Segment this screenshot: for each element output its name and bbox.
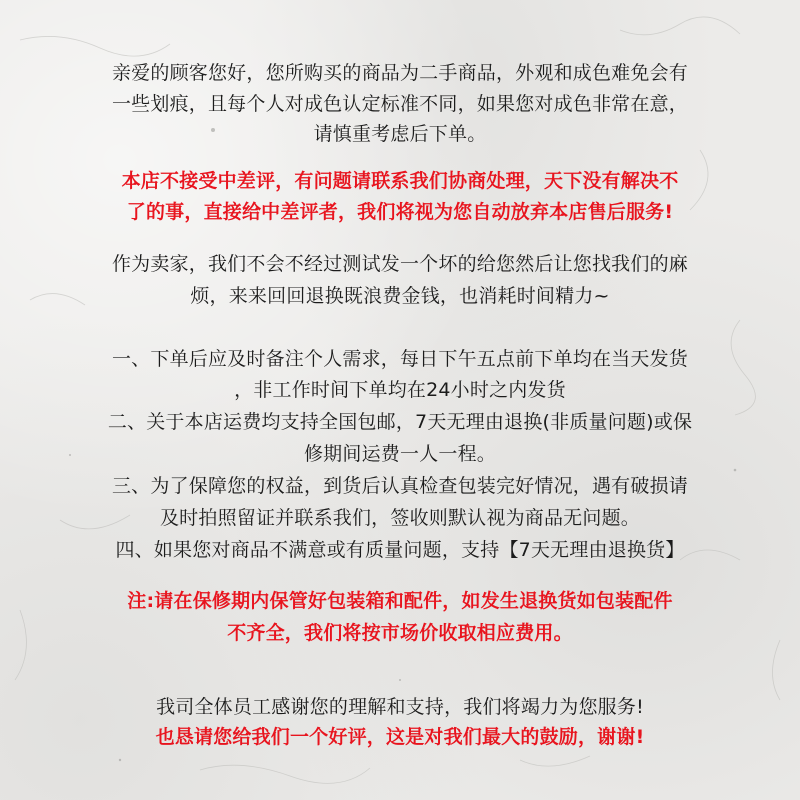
term-line-5: 三、为了保障您的权益，到货后认真检查包装完好情况，遇有破损请 xyxy=(111,475,688,497)
note-line-2: 不齐全，我们将按市场价收取相应费用。 xyxy=(227,622,573,644)
warning-line-2: 了的事，直接给中差评者，我们将视为您自动放弃本店售后服务! xyxy=(126,201,674,223)
term-line-4: 修期间运费一人一程。 xyxy=(303,443,496,465)
seller-note-line-1: 作为卖家，我们不会不经过测试发一个坏的给您然后让您找我们的麻 xyxy=(111,253,688,275)
term-line-2: ，非工作时间下单均在24小时之内发货 xyxy=(234,379,566,401)
term-line-6: 及时拍照留证并联系我们，签收则默认视为商品无问题。 xyxy=(159,507,640,529)
intro-line-3: 请慎重考虑后下单。 xyxy=(313,123,487,145)
term-line-1: 一、下单后应及时备注个人需求，每日下午五点前下单均在当天发货 xyxy=(111,348,688,370)
note-line-1: 注:请在保修期内保管好包装箱和配件，如发生退换货如包装配件 xyxy=(127,590,673,612)
term-line-3: 二、关于本店运费均支持全国包邮，7天无理由退换(非质量问题)或保 xyxy=(107,411,693,433)
intro-line-2: 一些划痕，且每个人对成色认定标准不同，如果您对成色非常在意， xyxy=(111,93,688,115)
intro-line-1: 亲爱的顾客您好，您所购买的商品为二手商品，外观和成色难免会有 xyxy=(111,62,688,84)
seller-note-line-2: 烦，来来回回退换既浪费金钱，也消耗时间精力~ xyxy=(190,285,610,307)
warning-line-1: 本店不接受中差评，有问题请联系我们协商处理，天下没有解决不 xyxy=(121,170,679,192)
term-line-7: 四、如果您对商品不满意或有质量问题，支持【7天无理由退换货】 xyxy=(115,539,685,561)
closing-line-2: 也恳请您给我们一个好评，这是对我们最大的鼓励，谢谢! xyxy=(155,726,645,748)
closing-line-1: 我司全体员工感谢您的理解和支持，我们将竭力为您服务! xyxy=(156,696,644,718)
